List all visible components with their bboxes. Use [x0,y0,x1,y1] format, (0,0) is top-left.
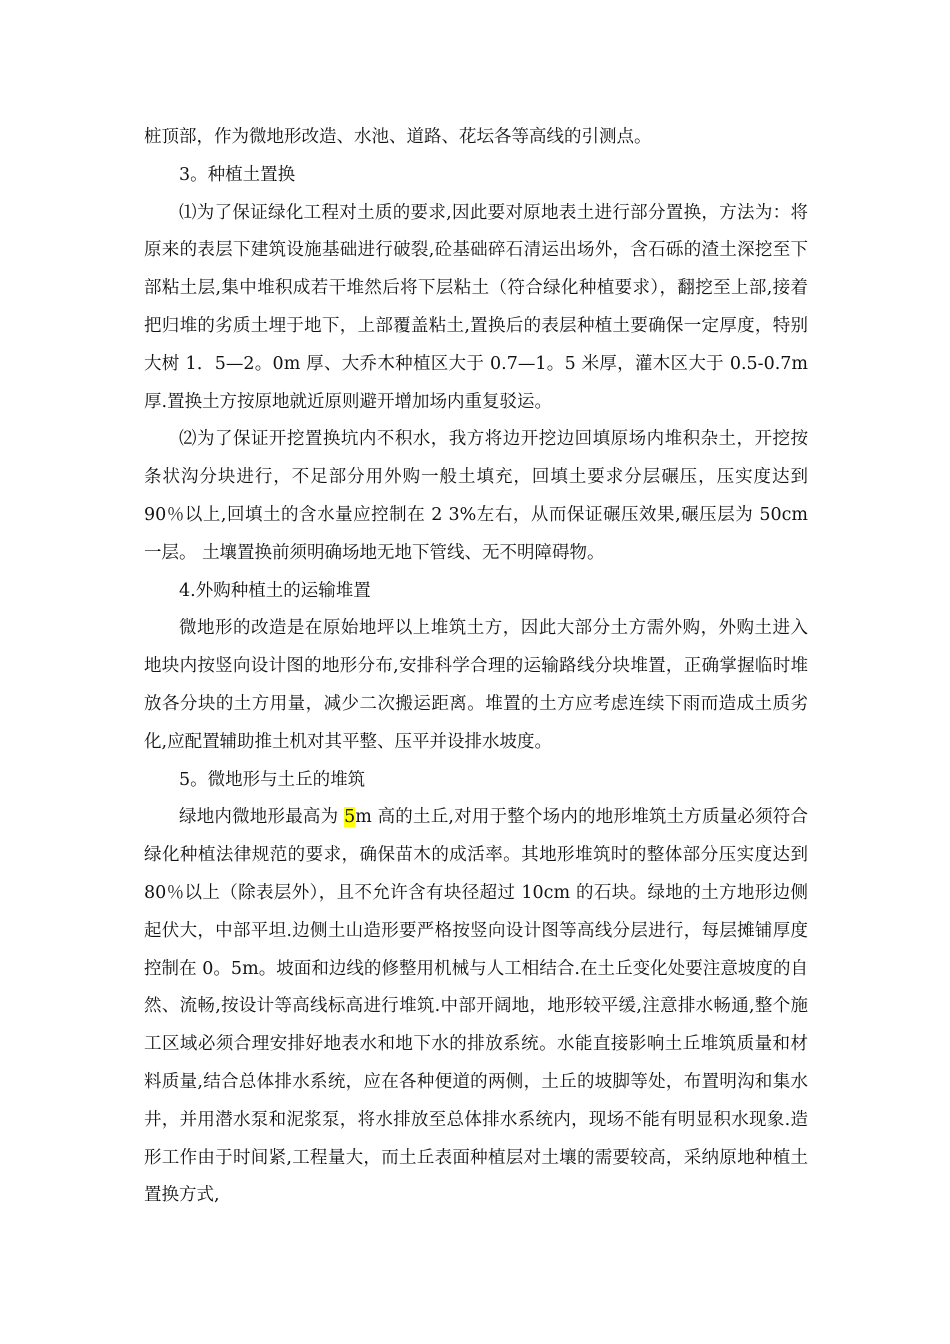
section-heading-4: 4.外购种植土的运输堆置 [179,580,371,601]
document-page [144,119,808,1215]
highlighted-number: 5 [344,807,356,828]
paragraph-3-2: ⑵为了保证开挖置换坑内不积水，我方将边开挖边回填原场内堆积杂土，开挖按条状沟分块进行，不足部分用外购一般土填充，回填土要求分层碾压，压实度达到 90％以上,回填土的含水量应控制在 2 3%左右，从而保证碾压效果,碾压层为 50cm 一层。 土壤置换前须明确场地无地下管线、无不明障碍物。 [144,429,808,563]
paragraph-4-1: 微地形的改造是在原始地坪以上堆筑土方，因此大部分土方需外购，外购土进入地块内按竖向设计图的地形分布,安排科学合理的运输路线分块堆置，正确掌握临时堆放各分块的土方用量，减少二次搬运距离。堆置的土方应考虑连续下雨而造成土质劣化,应配置辅助推土机对其平整、压平并设排水坡度。 [144,618,808,752]
paragraph-5-1-rest: m 高的土丘,对用于整个场内的地形堆筑土方质量必须符合绿化种植法律规范的要求，确保苗木的成活率。其地形堆筑时的整体部分压实度达到 80％以上（除表层外），且不允许含有块径超过 10cm 的石块。绿地的土方地形边侧起伏大，中部平坦.边侧土山造形要严格按竖向设计图等高线分层进行，每层摊铺厚度控制在 0。5m。坡面和边线的修整用机械与人工相结合.在土丘变化处要注意坡度的自然、流畅,按设计等高线标高进行堆筑.中部开阔地，地形较平缓,注意排水畅通,整个施工区域必须合理安排好地表水和地下水的排放系统。水能直接影响土丘堆筑质量和材料质量,结合总体排水系统，应在各种便道的两侧，土丘的坡脚等处，布置明沟和集水井，并用潜水泵和泥浆泵，将水排放至总体排水系统内，现场不能有明显积水现象.造形工作由于时间紧,工程量大，而土丘表面种植层对土壤的需要较高，采纳原地种植土置换方式, [144,807,809,1206]
section-heading-3: 3。种植土置换 [179,164,296,185]
section-heading-5: 5。微地形与土丘的堆筑 [179,769,366,790]
paragraph-continuation: 桩顶部，作为微地形改造、水池、道路、花坛各等高线的引测点。 [144,127,652,147]
paragraph-3-1: ⑴为了保证绿化工程对土质的要求,因此要对原地表土进行部分置换，方法为：将原来的表层下建筑设施基础进行破裂,砼基础碎石清运出场外，含石砾的渣土深挖至下部粘土层,集中堆积成若干堆然后将下层粘土（符合绿化种植要求），翻挖至上部,接着把归堆的劣质土埋于地下，上部覆盖粘土,置换后的表层种植土要确保一定厚度，特别大树 1．5—2。0m 厚、大乔木种植区大于 0.7—1。5 米厚，灌木区大于 0.5-0.7m 厚.置换土方按原地就近原则避开增加场内重复驳运。 [144,202,808,412]
paragraph-5-1-start: 绿地内微地形最高为 [179,807,345,828]
paragraph-5-1 [144,799,808,1215]
